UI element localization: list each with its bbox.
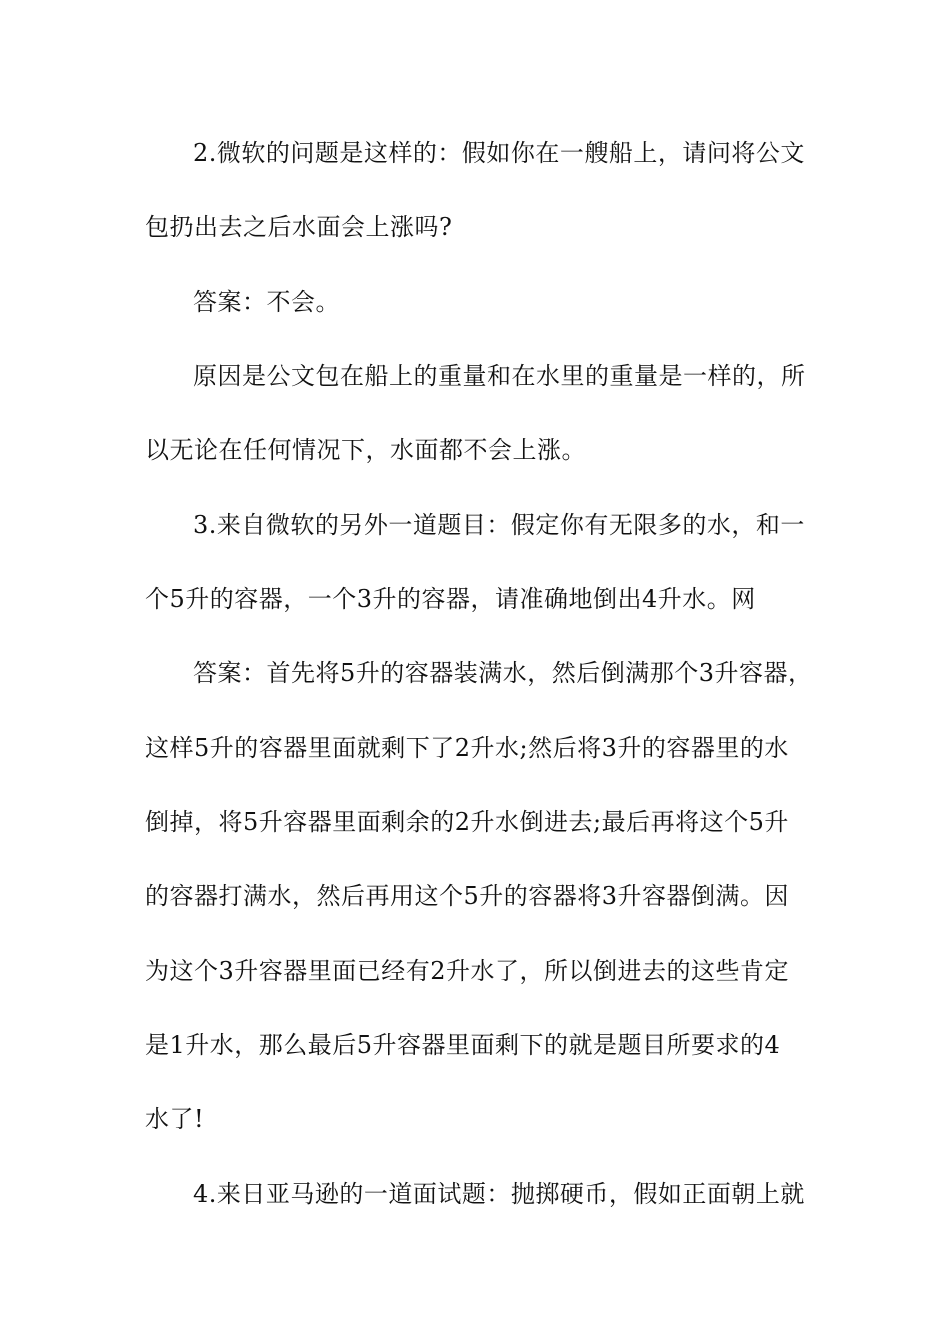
text-line: 答案：首先将5升的容器装满水，然后倒满那个3升容器， <box>193 659 813 687</box>
text-line: 个5升的容器，一个3升的容器，请准确地倒出4升水。网 <box>145 585 756 613</box>
text-line: 包扔出去之后水面会上涨吗? <box>145 213 453 241</box>
text-line: 以无论在任何情况下，水面都不会上涨。 <box>145 436 586 464</box>
text-line: 为这个3升容器里面已经有2升水了，所以倒进去的这些肯定 <box>145 957 790 985</box>
text-line: 4.来日亚马逊的一道面试题：抛掷硬币，假如正面朝上就 <box>193 1180 805 1208</box>
text-line: 水了! <box>145 1105 205 1133</box>
text-line: 原因是公文包在船上的重量和在水里的重量是一样的，所 <box>193 362 806 390</box>
text-line: 答案：不会。 <box>193 288 340 316</box>
text-line: 2.微软的问题是这样的：假如你在一艘船上，请问将公文 <box>193 139 805 167</box>
text-line: 3.来自微软的另外一道题目：假定你有无限多的水，和一 <box>193 511 805 539</box>
text-line: 倒掉，将5升容器里面剩余的2升水倒进去;最后再将这个5升 <box>145 808 789 836</box>
text-line: 这样5升的容器里面就剩下了2升水;然后将3升的容器里的水 <box>145 734 789 762</box>
text-line: 是1升水，那么最后5升容器里面剩下的就是题目所要求的4 <box>145 1031 781 1059</box>
text-line: 的容器打满水，然后再用这个5升的容器将3升容器倒满。因 <box>145 882 790 910</box>
